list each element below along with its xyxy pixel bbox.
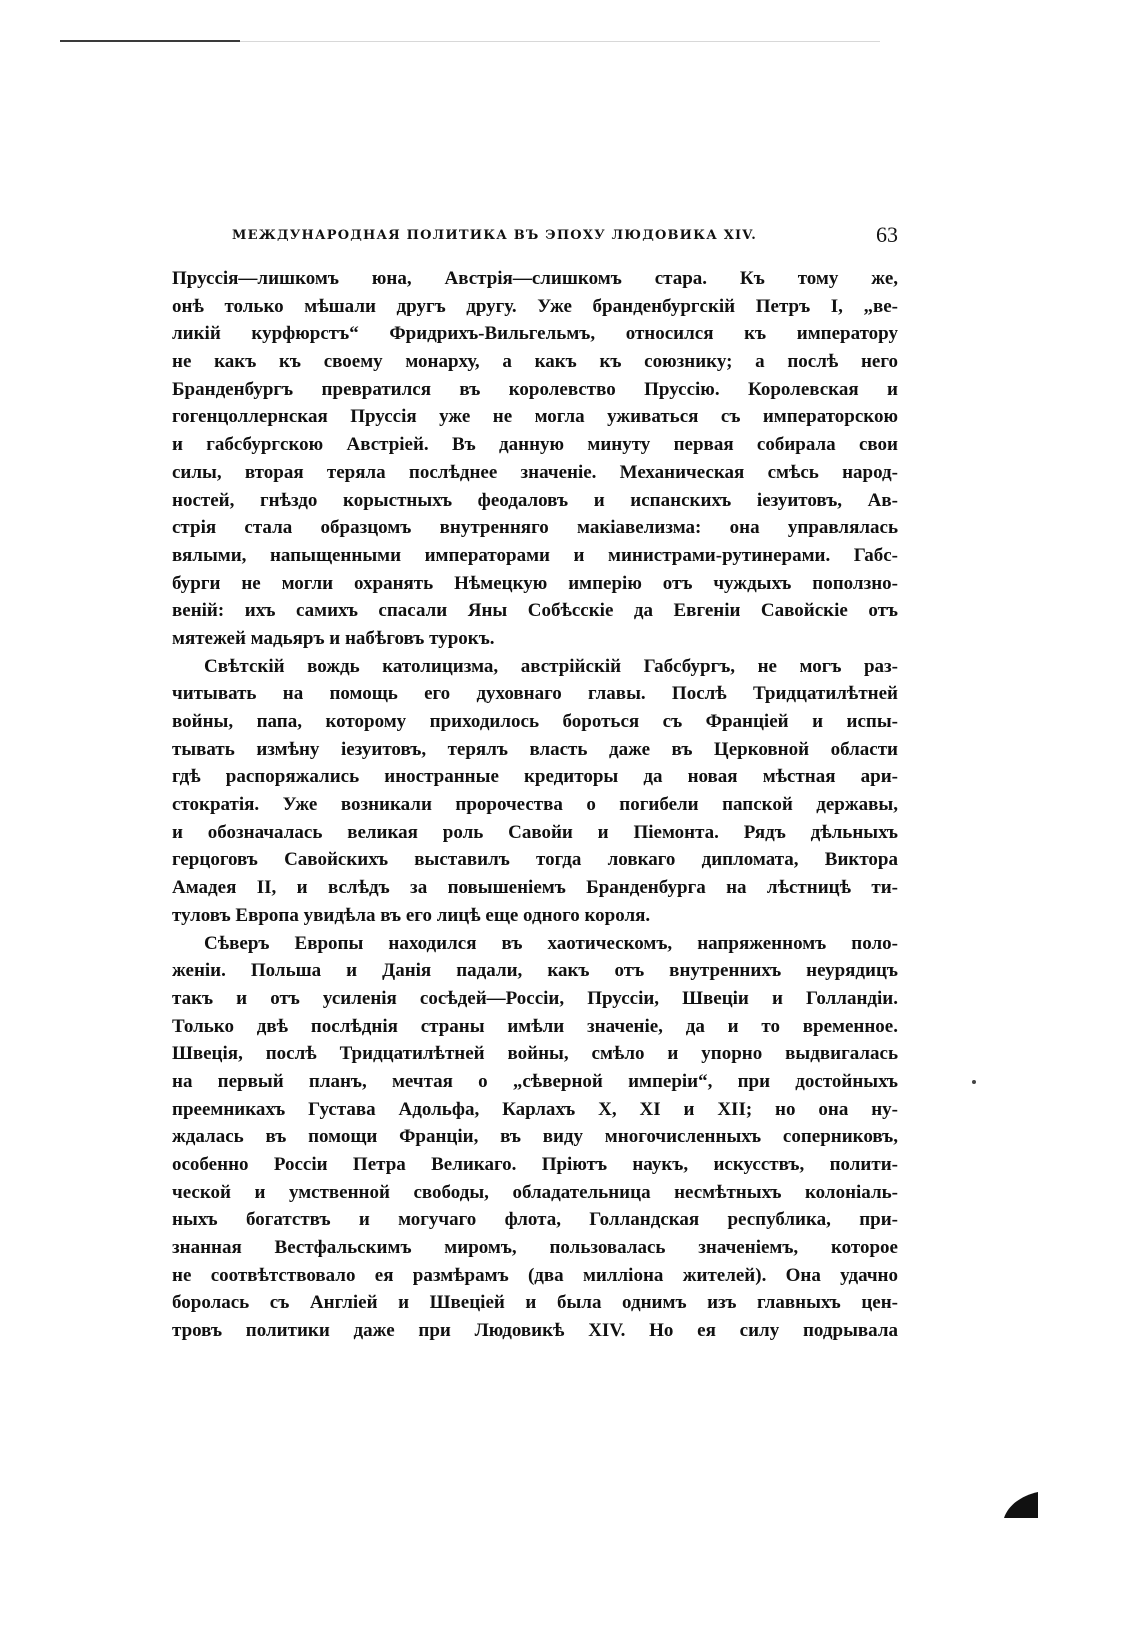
- text-line: бурги не могли охранять Нѣмецкую имперію отъ чуждыхъ поползно-: [172, 572, 898, 594]
- running-title: МЕЖДУНАРОДНАЯ ПОЛИТИКА ВЪ ЭПОХУ ЛЮДОВИКА XIV.: [232, 228, 758, 243]
- text-line: и обозначалась великая роль Савойи и Піемонта. Рядъ дѣльныхъ: [172, 821, 898, 843]
- text-line: войны, папа, которому приходилось бороться съ Франціей и испы-: [172, 711, 898, 732]
- text-line: боролась съ Англіей и Швеціей и была однимъ изъ главныхъ цен-: [172, 1292, 898, 1314]
- text-line: и габсбургскою Австріей. Въ данную минуту первая собирала свои: [172, 434, 898, 456]
- scan-edge-rule-faint: [240, 41, 880, 42]
- text-line: ческой и умственной свободы, обладательница несмѣтныхъ колоніаль-: [172, 1181, 898, 1203]
- text-line: ждалась въ помощи Франціи, въ виду многочисленныхъ соперниковъ,: [172, 1126, 898, 1148]
- scan-edge-rule: [60, 40, 240, 42]
- text-line: силы, вторая теряла послѣднее значеніе. Механическая смѣсь народ-: [172, 461, 898, 483]
- text-line: не соотвѣтствовало ея размѣрамъ (два милліона жителей). Она удачно: [172, 1264, 898, 1286]
- text-line: веній: ихъ самихъ спасали Яны Собѣсскіе да Евгеніи Савойскіе отъ: [172, 600, 898, 622]
- text-line: ныхъ богатствъ и могучаго флота, Голландская республика, при-: [172, 1209, 898, 1231]
- text-line: читывать на помощь его духовнаго главы. Послѣ Тридцатилѣтней: [172, 683, 898, 705]
- text-line: тывать измѣну іезуитовъ, терялъ власть даже въ Церковной области: [172, 738, 898, 760]
- text-line: Бранденбургъ превратился въ королевство Пруссію. Королевская и: [172, 378, 898, 400]
- text-line: Пруссія—лишкомъ юна, Австрія—слишкомъ стара. Къ тому же,: [172, 268, 898, 289]
- text-line: такъ и отъ усиленія сосѣдей—Россіи, Пруссіи, Швеціи и Голландіи.: [172, 987, 898, 1009]
- text-line: онѣ только мѣшали другъ другу. Уже бранденбургскій Петръ I, „ве-: [172, 295, 898, 317]
- text-line: туловъ Европа увидѣла въ его лицѣ еще одного короля.: [172, 904, 651, 926]
- text-line: знанная Вестфальскимъ миромъ, пользовалась значеніемъ, которое: [172, 1237, 898, 1259]
- text-line: Только двѣ послѣднія страны имѣли значеніе, да и то временное.: [172, 1015, 898, 1037]
- text-line: Амадея II, и вслѣдъ за повышеніемъ Бранденбурга на лѣстницѣ ти-: [172, 877, 898, 899]
- text-line: Сѣверъ Европы находился въ хаотическомъ, напряженномъ поло-: [204, 932, 898, 954]
- text-line: женіи. Польша и Данія падали, какъ отъ внутреннихъ неурядицъ: [172, 960, 898, 982]
- page-corner-mark-icon: [1000, 1480, 1040, 1520]
- text-line: стократія. Уже возникали пророчества о погибели папской державы,: [172, 794, 898, 816]
- text-line: особенно Россіи Петра Великаго. Пріютъ наукъ, искусствъ, полити-: [172, 1154, 898, 1175]
- text-body: [172, 265, 898, 1345]
- text-line: гдѣ распоряжались иностранные кредиторы да новая мѣстная ари-: [172, 766, 898, 788]
- page-number: 63: [876, 222, 898, 247]
- scan-speck: [972, 1080, 976, 1084]
- text-line: не какъ къ своему монарху, а какъ къ союзнику; а послѣ него: [172, 351, 898, 373]
- text-line: Свѣтскій вождь католицизма, австрійскій Габсбургъ, не могъ раз-: [204, 655, 898, 677]
- text-line: тровъ политики даже при Людовикѣ XIV. Но ея силу подрывала: [172, 1320, 898, 1342]
- text-line: на первый планъ, мечтая о „сѣверной имперіи“, при достойныхъ: [172, 1070, 898, 1092]
- text-line: стрія стала образцомъ внутренняго макіавелизма: она управлялась: [172, 517, 898, 539]
- text-line: Швеція, послѣ Тридцатилѣтней войны, смѣло и упорно выдвигалась: [172, 1043, 898, 1065]
- text-line: вялыми, напыщенными императорами и министрами-рутинерами. Габс-: [172, 544, 898, 566]
- text-line: ностей, гнѣздо корыстныхъ феодаловъ и испанскихъ іезуитовъ, Ав-: [172, 489, 898, 511]
- running-head: [232, 222, 898, 252]
- text-line: герцоговъ Савойскихъ выставилъ тогда ловкаго дипломата, Виктора: [172, 849, 898, 871]
- text-line: мятежей мадьяръ и набѣговъ турокъ.: [172, 627, 495, 649]
- text-line: преемникахъ Густава Адольфа, Карлахъ X, XI и XII; но она ну-: [172, 1098, 898, 1120]
- text-line: ликій курфюрстъ“ Фридрихъ-Вильгельмъ, относился къ императору: [172, 323, 898, 345]
- text-line: гогенцоллернская Пруссія уже не могла уживаться съ императорскою: [172, 406, 898, 428]
